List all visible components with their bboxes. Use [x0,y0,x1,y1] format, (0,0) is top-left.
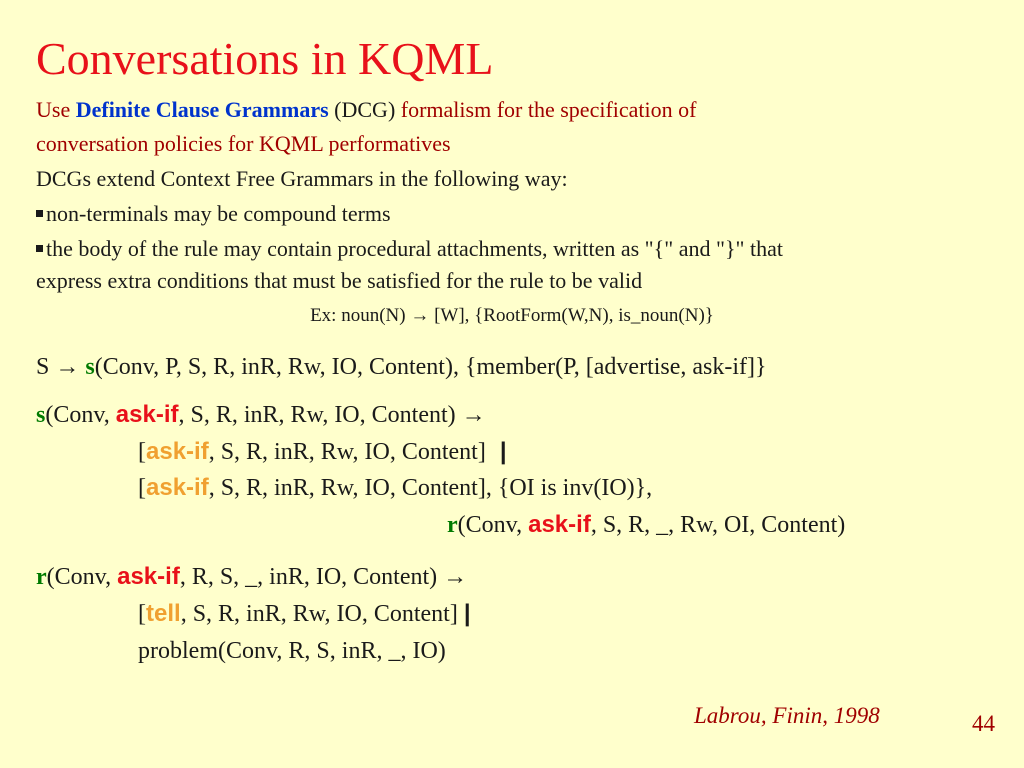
extend-line: DCGs extend Context Free Grammars in the following way: [36,166,568,191]
rule-r-l1-rest: , S, R, inR, Rw, IO, Content] [180,601,458,627]
intro-use: Use [36,97,76,122]
rule-s2-askif: ask-if [115,401,179,428]
intro-line-1 [36,97,696,123]
rule-r-functor: r [36,564,47,590]
bullet-text: the body of the rule may contain procedural attachments, written as "{" and "}" that [46,236,783,261]
bullet-item [36,201,391,227]
rule-s2-r-functor: r [447,512,458,538]
rule-r-body-2: problem(Conv, R, S, inR, _, IO) [138,638,446,664]
rule-r-body-1 [138,600,471,629]
rule-s-lhs: S [36,354,56,380]
rule-r-post: , R, S, _, inR, IO, Content) → [179,564,468,590]
rule-s2-l3-pre: (Conv, [457,512,529,538]
rule-s2-body-2 [138,474,652,503]
rule-s2-body-1 [138,438,507,467]
intro-dcg-name: Definite Clause Grammars [75,97,329,122]
rule-s2-l1-rest: , S, R, inR, Rw, IO, Content] [208,439,486,465]
example-rule: Ex: noun(N) → [W], {RootForm(W,N), is_noun(N)} [310,305,714,326]
bullet-item [36,236,783,262]
bracket-open: [ [138,439,146,465]
bullet-square-icon [36,245,43,252]
bullet-square-icon [36,210,43,217]
rule-s2-functor: s [36,402,46,428]
bullet-text: non-terminals may be compound terms [46,201,391,226]
slide-title: Conversations in KQML [36,33,494,84]
rule-r-tell: tell [146,600,181,627]
page-number: 44 [972,711,995,736]
intro-rest: formalism for the specification of [400,97,697,122]
rule-s2-pre: (Conv, [45,402,116,428]
bracket-open: [ [138,475,146,501]
rule-r-askif: ask-if [117,563,180,590]
arrow-icon: → [55,354,86,380]
rule-s2-head [36,401,486,430]
rule-s2-post: , S, R, inR, Rw, IO, Content) → [178,402,486,428]
rule-s-start [36,353,767,382]
rule-s2-l3-askif: ask-if [528,511,591,538]
bullet-continuation: express extra conditions that must be satisfied for the rule to be valid [36,268,643,293]
rule-s2-l2-askif: ask-if [146,474,209,501]
rule-s-functor: s [85,354,95,380]
intro-dcg-abbr: (DCG) [328,97,401,122]
rule-s-rest: (Conv, P, S, R, inR, Rw, IO, Content), {member(P, [advertise, ask-if]} [94,354,767,380]
rule-s2-body-3 [447,511,845,540]
alt-bar: | [463,600,471,627]
rule-s2-l2-rest: , S, R, inR, Rw, IO, Content], {OI is inv(IO)}, [208,475,653,501]
rule-r-head [36,563,467,592]
rule-s2-l3-post: , S, R, _, Rw, OI, Content) [590,512,846,538]
alt-bar: | [499,438,507,465]
citation: Labrou, Finin, 1998 [694,703,880,728]
rule-r-pre: (Conv, [46,564,118,590]
intro-line-2: conversation policies for KQML performatives [36,131,451,156]
bracket-open: [ [138,601,146,627]
rule-s2-l1-askif: ask-if [146,438,209,465]
